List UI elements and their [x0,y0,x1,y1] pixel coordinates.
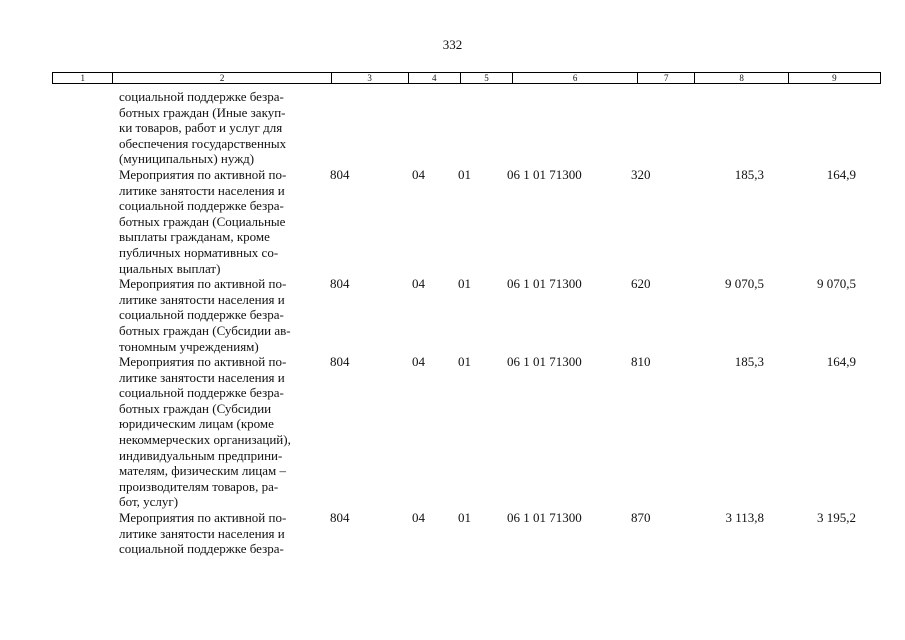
expense-type-code: 870 [631,510,651,526]
expense-type-code: 320 [631,166,651,182]
department-code: 804 [330,276,350,292]
header-cell: 1 [53,73,113,84]
section-code: 04 [412,354,425,370]
section-code [399,89,450,167]
subsection-code: 01 [458,166,471,182]
target-article-code: 06 1 01 71300 [507,354,582,370]
section-code: 04 [412,510,425,526]
budget-table-body [52,89,881,557]
page-number: 332 [442,37,463,52]
department-code: 804 [330,166,350,182]
expense-type-code [623,89,679,167]
department-code [324,89,399,167]
row-description: Мероприятия по активной по- литике занятости населения и социальной поддержке безра- ботных граждан (Субсидии юридическим лицам (кроме некоммерческих организаций), индивидуальным предприни- мателям, физическим лицам – производителям товаров, ра- бот, услуг) [119,354,291,510]
amount-year1 [679,89,770,167]
spacer-cell [52,276,111,354]
amount-year1: 185,3 [734,166,764,182]
amount-year2: 164,9 [826,166,856,182]
table-row [52,354,881,510]
header-cell: 7 [638,73,695,84]
table-row [52,167,881,276]
row-description: социальной поддержке безра- ботных граждан (Иные закуп- ки товаров, работ и услуг для обеспечения государственных (муниципальных) нужд) [119,89,287,167]
header-cell: 5 [460,73,512,84]
amount-year2: 3 195,2 [817,510,856,526]
header-cell: 9 [788,73,880,84]
spacer-cell [52,510,111,557]
column-number-header [52,72,881,84]
subsection-code: 01 [458,276,471,292]
header-cell: 3 [331,73,408,84]
amount-year1: 3 113,8 [725,510,764,526]
subsection-code: 01 [458,354,471,370]
spacer-cell [52,354,111,510]
section-code: 04 [412,166,425,182]
section-code: 04 [412,276,425,292]
header-cell: 8 [695,73,788,84]
table-row [52,510,881,557]
header-cell: 6 [513,73,638,84]
row-description: Мероприятия по активной по- литике занятости населения и социальной поддержке безра- [119,510,287,557]
department-code: 804 [330,354,350,370]
amount-year1: 185,3 [734,354,764,370]
amount-year2 [770,89,860,167]
amount-year2: 164,9 [826,354,856,370]
table-row [52,276,881,354]
expense-type-code: 810 [631,354,651,370]
spacer-cell [52,89,111,167]
subsection-code: 01 [458,510,471,526]
target-article-code: 06 1 01 71300 [507,276,582,292]
header-cell: 4 [408,73,460,84]
row-description: Мероприятия по активной по- литике занятости населения и социальной поддержке безра- ботных граждан (Социальные выплаты гражданам, кроме публичных нормативных со- циальных выплат) [119,166,287,276]
table-row [52,89,881,167]
row-description: Мероприятия по активной по- литике занятости населения и социальной поддержке безра- ботных граждан (Субсидии ав- тономным учреждениям) [119,276,291,354]
target-article-code [501,89,623,167]
target-article-code: 06 1 01 71300 [507,510,582,526]
subsection-code [450,89,501,167]
spacer-cell [52,167,111,276]
target-article-code: 06 1 01 71300 [507,166,582,182]
amount-year2: 9 070,5 [817,276,856,292]
header-cell: 2 [113,73,331,84]
expense-type-code: 620 [631,276,651,292]
department-code: 804 [330,510,350,526]
amount-year1: 9 070,5 [725,276,764,292]
